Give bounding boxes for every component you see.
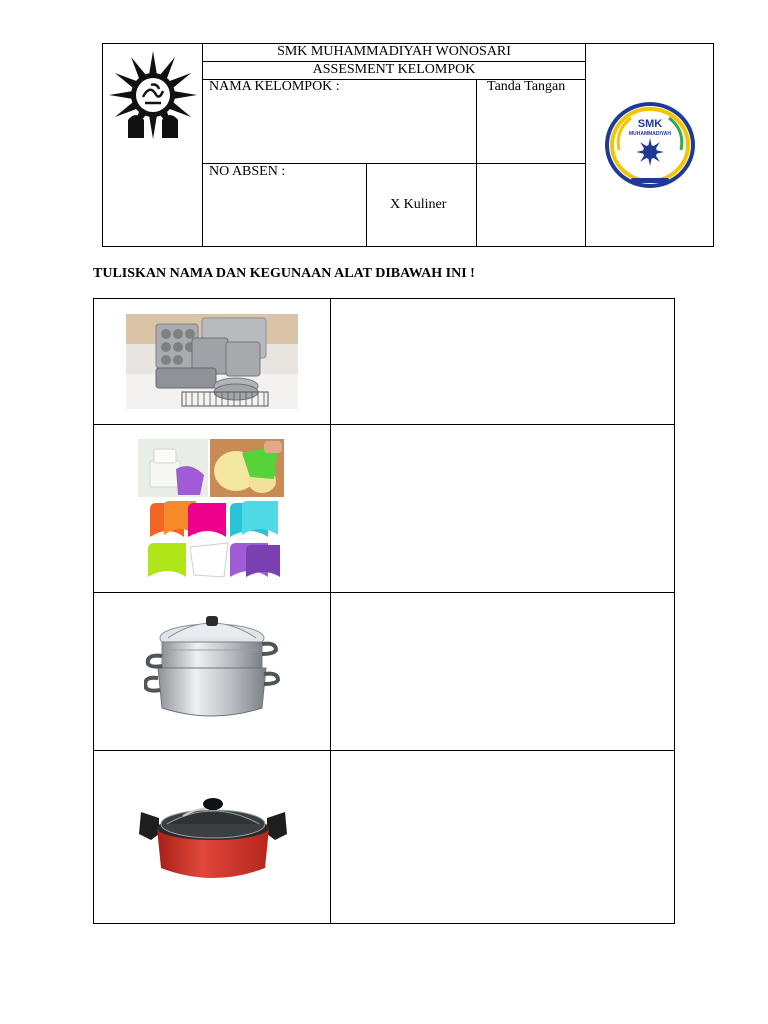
assessment-title: ASSESMENT KELOMPOK (312, 62, 476, 77)
instruction-heading: TULISKAN NAMA DAN KEGUNAAN ALAT DIBAWAH INI ! (93, 266, 475, 281)
seal-text-muhammadiyah: MUHAMMADIYAH (628, 131, 672, 137)
seal-text-smk: SMK (637, 118, 663, 130)
signature-label: Tanda Tangan (487, 79, 566, 94)
red-cooking-pot-icon (137, 790, 289, 884)
school-name: SMK MUHAMMADIYAH WONOSARI (277, 44, 511, 59)
answer-cell-3[interactable] (331, 593, 674, 750)
smk-school-seal-logo (603, 100, 697, 190)
answer-cell-1[interactable] (331, 299, 674, 424)
steamer-pot-icon (144, 608, 280, 736)
group-name-label: NAMA KELOMPOK : (209, 79, 340, 94)
muhammadiyah-emblem-logo (106, 48, 200, 142)
dough-scrapers-icon (138, 439, 284, 578)
absen-label: NO ABSEN : (209, 164, 286, 179)
answer-cell-4[interactable] (331, 751, 674, 923)
class-value: X Kuliner (390, 197, 447, 212)
baking-pans-set-icon (126, 314, 298, 409)
answer-cell-2[interactable] (331, 425, 674, 592)
